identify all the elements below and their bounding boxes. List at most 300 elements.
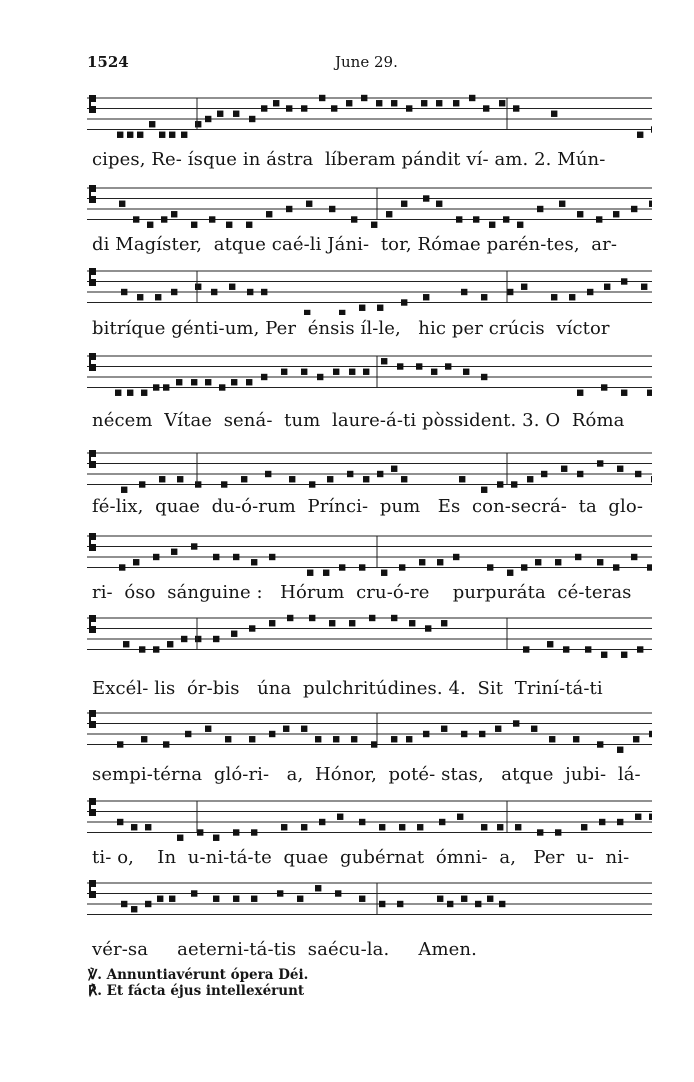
neume-note (421, 100, 427, 106)
neume-note (577, 471, 583, 477)
neume-note (431, 369, 437, 375)
neume-note (121, 901, 127, 907)
neume-note (123, 641, 129, 647)
neume-note (169, 896, 175, 902)
neume-note (459, 476, 465, 482)
neume-note (337, 814, 343, 820)
response-sign: ℟. (88, 983, 102, 999)
neume-note (631, 206, 637, 212)
neume-note (573, 736, 579, 742)
neume-note (163, 741, 169, 747)
neume-note (331, 105, 337, 111)
c-clef-icon (89, 450, 96, 468)
neume-note (329, 206, 335, 212)
neume-note (461, 731, 467, 737)
neume-note (437, 896, 443, 902)
neume-note (159, 132, 165, 138)
neume-note (391, 466, 397, 472)
neume-note (287, 615, 293, 621)
neume-note (301, 824, 307, 830)
neume-note (269, 731, 275, 737)
neume-note (604, 284, 610, 290)
neume-note (461, 289, 467, 295)
neume-note (601, 384, 607, 390)
neume-note (613, 564, 619, 570)
neume-note (301, 105, 307, 111)
neume-note (346, 100, 352, 106)
neume-note (479, 731, 485, 737)
neume-note (213, 636, 219, 642)
c-clef-icon (89, 880, 96, 898)
neume-note (649, 814, 652, 820)
neume-note (439, 819, 445, 825)
neume-note (599, 819, 605, 825)
neume-note (121, 289, 127, 295)
neume-note (139, 646, 145, 652)
neume-note (555, 829, 561, 835)
neume-note (649, 201, 652, 207)
neume-note (283, 726, 289, 732)
neume-note (621, 652, 627, 658)
neume-note (161, 216, 167, 222)
response-text: Et fácta éjus intellexérunt (106, 983, 305, 999)
neume-note (171, 211, 177, 217)
neume-note (499, 901, 505, 907)
neume-note (561, 466, 567, 472)
neume-note (401, 299, 407, 305)
neume-note (133, 559, 139, 565)
neume-note (381, 570, 387, 576)
c-clef-icon (89, 353, 96, 371)
neume-note (391, 736, 397, 742)
neume-note (651, 476, 652, 482)
neume-note (229, 284, 235, 290)
neume-note (269, 620, 275, 626)
neume-note (137, 132, 143, 138)
neume-note (445, 363, 451, 369)
neume-note (436, 100, 442, 106)
neume-note (117, 819, 123, 825)
neume-note (406, 105, 412, 111)
neume-note (191, 890, 197, 896)
neume-note (249, 736, 255, 742)
page-number: 1524 (87, 53, 129, 71)
staff-system (87, 92, 652, 142)
neume-note (306, 201, 312, 207)
lyric-line: di Magíster, atque caé-li Jáni- tor, Rómae parén-tes, ar- (92, 234, 618, 255)
neume-note (517, 222, 523, 228)
neume-note (246, 379, 252, 385)
neume-note (399, 824, 405, 830)
neume-note (185, 731, 191, 737)
neume-note (581, 824, 587, 830)
neume-note (419, 559, 425, 565)
neume-note (141, 736, 147, 742)
neume-note (351, 736, 357, 742)
neume-note (339, 564, 345, 570)
neume-note (347, 471, 353, 477)
neume-note (547, 641, 553, 647)
neume-note (117, 741, 123, 747)
neume-note (379, 901, 385, 907)
staff-svg (87, 447, 652, 497)
neume-note (617, 466, 623, 472)
neume-note (425, 625, 431, 631)
neume-note (217, 111, 223, 117)
lyric-line: vér-sa aeterni-tá-tis saécu-la. Amen. (92, 939, 477, 960)
neume-note (309, 615, 315, 621)
neume-note (153, 646, 159, 652)
neume-note (286, 206, 292, 212)
staff-svg (87, 92, 652, 142)
neume-note (131, 906, 137, 912)
neume-note (261, 289, 267, 295)
neume-note (359, 564, 365, 570)
lyric-line: ri- óso sánguine : Hórum cru-ó-re purpuráta cé-teras (92, 582, 632, 603)
neume-note (249, 116, 255, 122)
neume-note (463, 369, 469, 375)
neume-note (205, 379, 211, 385)
staff-svg (87, 265, 652, 315)
neume-note (537, 206, 543, 212)
neume-note (289, 476, 295, 482)
neume-note (251, 829, 257, 835)
neume-note (577, 390, 583, 396)
neume-note (197, 829, 203, 835)
neume-note (333, 369, 339, 375)
neume-note (551, 111, 557, 117)
neume-note (139, 481, 145, 487)
neume-note (469, 95, 475, 101)
neume-note (527, 476, 533, 482)
neume-note (301, 369, 307, 375)
neume-note (651, 126, 652, 132)
neume-note (359, 305, 365, 311)
neume-note (596, 216, 602, 222)
neume-note (423, 195, 429, 201)
lyric-line: bitríque génti-um, Per énsis íl-le, hic per crúcis víctor (92, 318, 610, 339)
neume-note (251, 559, 257, 565)
neume-note (649, 731, 652, 737)
staff-system (87, 612, 652, 662)
neume-note (381, 358, 387, 364)
neume-note (333, 736, 339, 742)
c-clef-icon (89, 798, 96, 816)
neume-note (281, 824, 287, 830)
neume-note (315, 736, 321, 742)
neume-note (219, 384, 225, 390)
neume-note (317, 374, 323, 380)
neume-note (647, 390, 652, 396)
neume-note (397, 901, 403, 907)
neume-note (401, 201, 407, 207)
neume-note (635, 814, 641, 820)
neume-note (339, 310, 345, 315)
neume-note (233, 896, 239, 902)
neume-note (297, 896, 303, 902)
staff-svg (87, 877, 652, 927)
neume-note (447, 901, 453, 907)
neume-note (621, 390, 627, 396)
neume-note (205, 116, 211, 122)
neume-note (436, 201, 442, 207)
neume-note (155, 294, 161, 300)
neume-note (521, 284, 527, 290)
neume-note (453, 100, 459, 106)
staff-system (87, 350, 652, 400)
staff-svg (87, 707, 652, 757)
neume-note (613, 211, 619, 217)
neume-note (481, 294, 487, 300)
neume-note (437, 559, 443, 565)
neume-note (241, 476, 247, 482)
neume-note (377, 471, 383, 477)
neume-note (549, 736, 555, 742)
neume-note (406, 736, 412, 742)
neume-note (617, 747, 623, 753)
neume-note (329, 620, 335, 626)
neume-note (261, 105, 267, 111)
staff-system (87, 707, 652, 757)
staff-svg (87, 612, 652, 662)
neume-note (349, 369, 355, 375)
neume-note (273, 100, 279, 106)
neume-note (513, 105, 519, 111)
neume-note (423, 731, 429, 737)
neume-note (361, 95, 367, 101)
neume-note (133, 216, 139, 222)
neume-note (409, 620, 415, 626)
versicle-sign: ℣. (88, 967, 102, 983)
neume-note (377, 305, 383, 311)
neume-note (147, 222, 153, 228)
neume-note (597, 460, 603, 466)
neume-note (145, 901, 151, 907)
neume-note (601, 652, 607, 658)
neume-note (319, 95, 325, 101)
neume-note (515, 824, 521, 830)
neume-note (481, 374, 487, 380)
staff-svg (87, 530, 652, 580)
neume-note (386, 211, 392, 217)
neume-note (523, 646, 529, 652)
neume-note (191, 379, 197, 385)
neume-note (269, 554, 275, 560)
neume-note (511, 481, 517, 487)
neume-note (359, 819, 365, 825)
neume-note (541, 471, 547, 477)
neume-note (176, 379, 182, 385)
c-clef-icon (89, 268, 96, 286)
neume-note (309, 481, 315, 487)
neume-note (286, 105, 292, 111)
neume-note (261, 374, 267, 380)
neume-note (211, 289, 217, 295)
neume-note (117, 132, 123, 138)
neume-note (369, 615, 375, 621)
neume-note (391, 615, 397, 621)
neume-note (181, 132, 187, 138)
neume-note (149, 121, 155, 127)
neume-note (637, 132, 643, 138)
versicle-text: Annuntiavérunt ópera Déi. (106, 967, 309, 983)
staff-system (87, 795, 652, 845)
neume-note (497, 824, 503, 830)
neume-note (587, 289, 593, 295)
neume-note (319, 819, 325, 825)
neume-note (521, 564, 527, 570)
neume-note (559, 201, 565, 207)
neume-note (585, 646, 591, 652)
neume-note (249, 625, 255, 631)
neume-note (376, 100, 382, 106)
neume-note (119, 564, 125, 570)
neume-note (416, 363, 422, 369)
neume-note (349, 620, 355, 626)
neume-note (213, 835, 219, 841)
staff-system (87, 265, 652, 315)
neume-note (597, 741, 603, 747)
neume-note (209, 216, 215, 222)
c-clef-icon (89, 710, 96, 728)
neume-note (191, 222, 197, 228)
neume-note (307, 570, 313, 576)
neume-note (647, 564, 652, 570)
neume-note (489, 222, 495, 228)
neume-note (171, 289, 177, 295)
neume-note (359, 896, 365, 902)
neume-note (251, 896, 257, 902)
neume-note (569, 294, 575, 300)
neume-note (233, 829, 239, 835)
neume-note (641, 284, 647, 290)
neume-note (265, 471, 271, 477)
neume-note (195, 481, 201, 487)
neume-note (379, 824, 385, 830)
neume-note (453, 554, 459, 560)
neume-note (127, 132, 133, 138)
neume-note (301, 726, 307, 732)
neume-note (637, 646, 643, 652)
c-clef-icon (89, 615, 96, 633)
neume-note (441, 620, 447, 626)
neume-note (391, 100, 397, 106)
lyric-line: cipes, Re- ísque in ástra líberam pándit ví- am. 2. Mún- (92, 149, 606, 170)
neume-note (137, 294, 143, 300)
neume-note (127, 390, 133, 396)
neume-note (513, 720, 519, 726)
neume-note (456, 216, 462, 222)
neume-note (327, 476, 333, 482)
neume-note (417, 824, 423, 830)
neume-note (507, 289, 513, 295)
neume-note (631, 554, 637, 560)
neume-note (335, 890, 341, 896)
neume-note (266, 211, 272, 217)
neume-note (281, 369, 287, 375)
neume-note (617, 819, 623, 825)
lyric-line: sempi-térna gló-ri- a, Hónor, poté- stas, atque jubi- lá- (92, 764, 641, 785)
neume-note (213, 554, 219, 560)
neume-note (246, 222, 252, 228)
neume-note (304, 310, 310, 315)
neume-note (177, 835, 183, 841)
staff-system (87, 447, 652, 497)
neume-note (159, 476, 165, 482)
neume-note (221, 481, 227, 487)
neume-note (163, 384, 169, 390)
neume-note (487, 564, 493, 570)
neume-note (497, 481, 503, 487)
neume-note (535, 559, 541, 565)
neume-note (457, 814, 463, 820)
neume-note (495, 726, 501, 732)
neume-note (503, 216, 509, 222)
neume-note (205, 726, 211, 732)
neume-note (399, 564, 405, 570)
neume-note (401, 476, 407, 482)
neume-note (563, 646, 569, 652)
neume-note (153, 384, 159, 390)
neume-note (507, 570, 513, 576)
neume-note (145, 824, 151, 830)
neume-note (575, 554, 581, 560)
neume-note (633, 736, 639, 742)
page-date: June 29. (335, 53, 398, 71)
response-line (88, 983, 308, 999)
neume-note (487, 896, 493, 902)
staff-system (87, 877, 652, 927)
versicles (88, 967, 308, 999)
neume-note (621, 278, 627, 284)
neume-note (157, 896, 163, 902)
neume-note (169, 132, 175, 138)
neume-note (481, 824, 487, 830)
staff-svg (87, 350, 652, 400)
neume-note (231, 631, 237, 637)
c-clef-icon (89, 533, 96, 551)
neume-note (195, 636, 201, 642)
neume-note (423, 294, 429, 300)
staff-svg (87, 182, 652, 232)
neume-note (195, 284, 201, 290)
neume-note (225, 736, 231, 742)
neume-note (277, 890, 283, 896)
c-clef-icon (89, 95, 96, 113)
neume-note (167, 641, 173, 647)
neume-note (131, 824, 137, 830)
neume-note (371, 222, 377, 228)
neume-note (351, 216, 357, 222)
neume-note (363, 369, 369, 375)
neume-note (233, 111, 239, 117)
c-clef-icon (89, 185, 96, 203)
neume-note (461, 896, 467, 902)
neume-note (191, 543, 197, 549)
lyric-line: Excél- lis ór-bis úna pulchritúdines. 4. Sit Triní-tá-ti (92, 678, 603, 699)
neume-note (473, 216, 479, 222)
neume-note (537, 829, 543, 835)
neume-note (323, 570, 329, 576)
staff-system (87, 530, 652, 580)
neume-note (635, 471, 641, 477)
neume-note (119, 201, 125, 207)
lyric-line: nécem Vítae sená- tum laure-á-ti pòssident. 3. O Róma (92, 410, 625, 431)
neume-note (481, 487, 487, 493)
neume-note (441, 726, 447, 732)
neume-note (475, 901, 481, 907)
neume-note (499, 100, 505, 106)
